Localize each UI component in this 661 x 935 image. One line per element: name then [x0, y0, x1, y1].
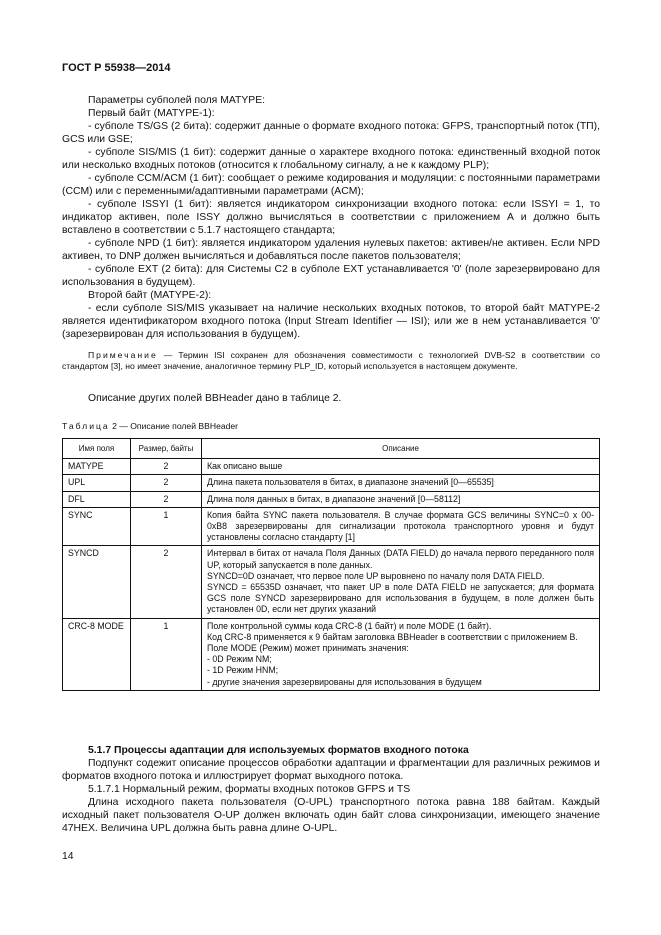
desc-line: SYNCD=0D означает, что первое поле UP выровнено по началу поля DATA FIELD. [207, 570, 545, 581]
document-header: ГОСТ Р 55938—2014 [62, 62, 171, 74]
table-row [63, 618, 600, 690]
table-intro-text: Описание других полей BBHeader дано в таблице 2. [88, 393, 342, 404]
intro-line: Второй байт (MATYPE-2): [88, 290, 212, 301]
table-caption-text: 2 — Описание полей BBHeader [109, 421, 239, 431]
desc-line: Длина пакета пользователя в битах, в диапазоне значений [0—65535] [207, 477, 494, 488]
field-name: CRC-8 MODE [63, 618, 131, 690]
intro-line: - субполе ISSYI (1 бит): является индикатором синхронизации входного потока: если ISSYI = 1, то индикатор активен, поле ISSY должно вычисляться в соответствии с приложением А и должно быть вставлено в соответствии с 5.1.7 настоящего стандарта; [62, 199, 600, 236]
section-title: 5.1.7 Процессы адаптации для используемых форматов входного потока [88, 745, 469, 756]
table-row [63, 475, 600, 491]
desc-line: Поле контрольной суммы кода CRC-8 (1 байт) и поле MODE (1 байт). [207, 620, 492, 631]
field-name: MATYPE [63, 459, 131, 475]
subsection-title: 5.1.7.1 Нормальный режим, форматы входных потоков GFPS и TS [88, 784, 411, 795]
desc-line: - 0D Режим NM; [207, 654, 272, 665]
field-size: 2 [131, 491, 202, 507]
desc-line: SYNCD = 65535D означает, что пакет UP в поле DATA FIELD не запускается; для формата GCS поле SYNCD зарезервировано для использования в будущем, в поле должен быть установлен 0D, если нет других указаний [207, 582, 594, 615]
table-row [63, 459, 600, 475]
field-name: SYNCD [63, 546, 131, 618]
intro-line: - субполе TS/GS (2 бита): содержит данные о формате входного потока: GFPS, транспортный поток (ТП), GCS или GSE; [62, 121, 600, 145]
field-size: 2 [131, 475, 202, 491]
section-para: Длина исходного пакета пользователя (O-UPL) транспортного потока равна 188 байтам. Каждый исходный пакет пользователя O-UP должен включать один байт слова синхронизации, имеющего значение 47HEX. Величина UPL должна быть равна длине O-UPL. [62, 797, 600, 834]
intro-line: Параметры субполей поля MATYPE: [88, 95, 266, 106]
note-label: Примечание [88, 350, 158, 360]
header-size: Размер, байты [131, 439, 202, 459]
desc-line: - 1D Режим HNM; [207, 665, 279, 676]
section-5-1-7 [62, 744, 600, 835]
header-field-name: Имя поля [63, 439, 131, 459]
intro-line: - если субполе SIS/MIS указывает на наличие нескольких входных потоков, то второй байт MATYPE-2 является идентификатором входного потока (Input Stream Identifier — ISI); или же в нем устанавливается '0' (зарезервирован для использования в будущем). [62, 303, 600, 340]
table-caption [62, 421, 238, 431]
field-description [202, 546, 600, 618]
desc-line: Длина поля данных в битах, в диапазоне значений [0—58112] [207, 493, 461, 504]
intro-block [62, 94, 600, 341]
intro-line: - субполе SIS/MIS (1 бит): содержит данные о характере входного потока: единственный входной поток или несколько входных потоков (относится к глобальному сигналу, а не к каждому PLP); [62, 147, 600, 171]
field-description [202, 459, 600, 475]
field-description [202, 507, 600, 546]
desc-line: Код CRC-8 применяется к 9 байтам заголовка BBHeader в соответствии с приложением В. [207, 631, 578, 642]
header-description: Описание [202, 439, 600, 459]
field-size: 2 [131, 546, 202, 618]
field-size: 1 [131, 507, 202, 546]
note-block [62, 350, 600, 372]
field-name: DFL [63, 491, 131, 507]
field-description [202, 491, 600, 507]
table-row [63, 507, 600, 546]
table-header-row [63, 439, 600, 459]
desc-line: Интервал в битах от начала Поля Данных (DATA FIELD) до начала первого переданного поля UP, который запускается в поле данных. [207, 548, 594, 570]
section-para: Подпункт содежит описание процессов обработки адаптации и фрагментации для различных режимов и форматов входного потока и иллюстрирует формат выходного потока. [62, 758, 600, 782]
field-size: 1 [131, 618, 202, 690]
intro-line: - субполе CCM/ACM (1 бит): сообщает о режиме кодирования и модуляции: с постоянными параметрами (CCM) или с переменными/адаптивными параметрами (ACM); [62, 173, 600, 197]
field-name: SYNC [63, 507, 131, 546]
desc-line: - другие значения зарезервированы для использования в будущем [207, 676, 482, 687]
table-row [63, 491, 600, 507]
field-description [202, 618, 600, 690]
note-text: — Термин ISI сохранен для обозначения совместимости с технологией DVB-S2 в соответствии со стандартом [3], но имеет значение, аналогичное термину PLP_ID, который используется в настоящем документе. [62, 350, 600, 371]
desc-line: Как описано выше [207, 461, 283, 472]
table-row [63, 546, 600, 618]
desc-line: Поле MODE (Режим) может принимать значения: [207, 643, 409, 654]
field-name: UPL [63, 475, 131, 491]
desc-line: Копия байта SYNC пакета пользователя. В случае формата GCS величины SYNC=0 x 00-0xB8 зарезервированы для сигнализации протокола транспортного уровня и будут установлены согласно стандарту [1] [207, 509, 594, 543]
page-number: 14 [62, 851, 74, 862]
field-description [202, 475, 600, 491]
table-intro [62, 392, 600, 405]
intro-line: - субполе NPD (1 бит): является индикатором удаления нулевых пакетов: активен/не активен. Если NPD активен, то DNP должен вычисляться и добавляться после пакетов пользователя; [62, 238, 600, 262]
bbheader-table [62, 438, 600, 691]
table-caption-label: Таблица [62, 421, 110, 431]
intro-line: - субполе EXT (2 бита): для Системы C2 в субполе EXT устанавливается '0' (поле зарезервировано для использования в будущем). [62, 264, 600, 288]
intro-line: Первый байт (MATYPE-1): [88, 108, 215, 119]
field-size: 2 [131, 459, 202, 475]
